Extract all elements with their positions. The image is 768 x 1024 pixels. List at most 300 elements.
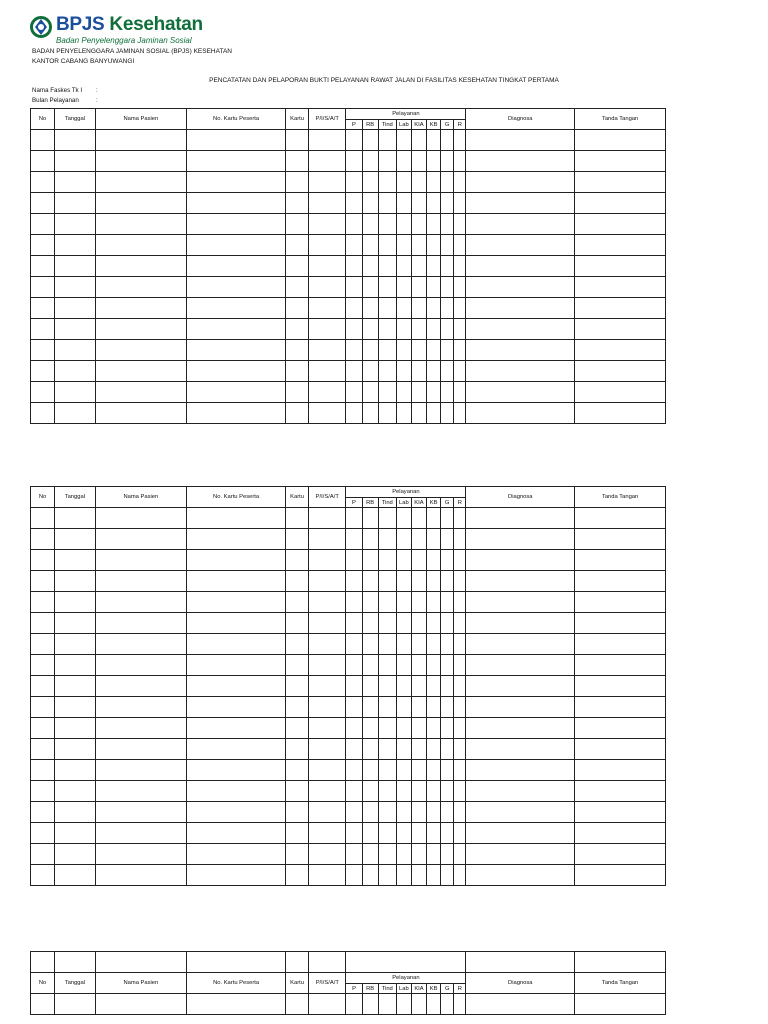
table-cell[interactable]	[95, 592, 187, 613]
table-cell[interactable]	[285, 319, 308, 340]
table-cell[interactable]	[427, 550, 441, 571]
table-cell[interactable]	[575, 994, 666, 1015]
table-cell[interactable]	[378, 676, 396, 697]
table-cell[interactable]	[454, 865, 466, 886]
table-cell[interactable]	[378, 994, 396, 1015]
table-cell[interactable]	[31, 613, 55, 634]
table-cell[interactable]	[285, 403, 308, 424]
table-cell[interactable]	[309, 214, 346, 235]
table-cell[interactable]	[378, 655, 396, 676]
table-cell[interactable]	[95, 676, 187, 697]
table-cell[interactable]	[362, 823, 378, 844]
table-cell[interactable]	[95, 634, 187, 655]
table-cell[interactable]	[427, 571, 441, 592]
table-cell[interactable]	[285, 508, 308, 529]
table-cell[interactable]	[285, 634, 308, 655]
table-cell[interactable]	[575, 613, 666, 634]
table-cell[interactable]	[309, 319, 346, 340]
table-cell[interactable]	[55, 151, 95, 172]
table-cell[interactable]	[362, 361, 378, 382]
table-cell[interactable]	[55, 529, 95, 550]
table-cell[interactable]	[309, 571, 346, 592]
table-cell[interactable]	[55, 172, 95, 193]
table-cell[interactable]	[95, 214, 187, 235]
table-cell[interactable]	[411, 676, 426, 697]
table-cell[interactable]	[378, 340, 396, 361]
table-cell[interactable]	[362, 760, 378, 781]
table-cell[interactable]	[427, 151, 441, 172]
table-cell[interactable]	[346, 718, 362, 739]
table-cell[interactable]	[396, 319, 411, 340]
table-cell[interactable]	[411, 298, 426, 319]
table-cell[interactable]	[396, 298, 411, 319]
table-cell[interactable]	[441, 403, 454, 424]
table-cell[interactable]	[441, 592, 454, 613]
table-cell[interactable]	[346, 781, 362, 802]
table-cell[interactable]	[575, 151, 666, 172]
table-cell[interactable]	[466, 634, 575, 655]
table-cell[interactable]	[346, 508, 362, 529]
table-cell[interactable]	[31, 235, 55, 256]
table-cell[interactable]	[411, 697, 426, 718]
table-cell[interactable]	[454, 130, 466, 151]
table-cell[interactable]	[346, 994, 362, 1015]
table-cell[interactable]	[346, 739, 362, 760]
table-cell[interactable]	[411, 172, 426, 193]
table-cell[interactable]	[378, 529, 396, 550]
table-cell[interactable]	[95, 298, 187, 319]
table-cell[interactable]	[396, 151, 411, 172]
table-cell[interactable]	[441, 130, 454, 151]
table-cell[interactable]	[575, 298, 666, 319]
table-cell[interactable]	[31, 823, 55, 844]
table-cell[interactable]	[362, 613, 378, 634]
table-cell[interactable]	[378, 130, 396, 151]
table-cell[interactable]	[441, 739, 454, 760]
table-cell[interactable]	[378, 634, 396, 655]
table-cell[interactable]	[309, 256, 346, 277]
table-cell[interactable]	[309, 172, 346, 193]
table-cell[interactable]	[285, 130, 308, 151]
table-cell[interactable]	[441, 214, 454, 235]
table-cell[interactable]	[309, 676, 346, 697]
table-cell[interactable]	[427, 844, 441, 865]
table-cell[interactable]	[396, 193, 411, 214]
table-cell[interactable]	[575, 382, 666, 403]
table-cell[interactable]	[454, 550, 466, 571]
table-cell[interactable]	[454, 676, 466, 697]
table-cell[interactable]	[31, 718, 55, 739]
table-cell[interactable]	[575, 319, 666, 340]
table-cell[interactable]	[187, 214, 286, 235]
table-cell[interactable]	[396, 994, 411, 1015]
table-cell[interactable]	[411, 865, 426, 886]
table-cell[interactable]	[454, 802, 466, 823]
table-cell[interactable]	[411, 382, 426, 403]
table-cell[interactable]	[441, 655, 454, 676]
table-cell[interactable]	[427, 193, 441, 214]
table-cell[interactable]	[362, 508, 378, 529]
table-cell[interactable]	[454, 718, 466, 739]
table-cell[interactable]	[285, 781, 308, 802]
table-cell[interactable]	[575, 403, 666, 424]
table-cell[interactable]	[285, 865, 308, 886]
table-cell[interactable]	[95, 277, 187, 298]
table-cell[interactable]	[441, 676, 454, 697]
table-cell[interactable]	[55, 130, 95, 151]
table-cell[interactable]	[454, 508, 466, 529]
table-cell[interactable]	[55, 298, 95, 319]
table-cell[interactable]	[31, 697, 55, 718]
table-cell[interactable]	[309, 235, 346, 256]
table-cell[interactable]	[346, 802, 362, 823]
table-cell[interactable]	[378, 298, 396, 319]
table-cell[interactable]	[309, 760, 346, 781]
table-cell[interactable]	[285, 214, 308, 235]
table-cell[interactable]	[346, 319, 362, 340]
table-cell[interactable]	[378, 214, 396, 235]
table-cell[interactable]	[31, 151, 55, 172]
table-cell[interactable]	[362, 697, 378, 718]
table-cell[interactable]	[441, 256, 454, 277]
table-cell[interactable]	[441, 508, 454, 529]
table-cell[interactable]	[427, 655, 441, 676]
table-cell[interactable]	[95, 718, 187, 739]
table-cell[interactable]	[411, 634, 426, 655]
table-cell[interactable]	[187, 634, 286, 655]
table-cell[interactable]	[396, 613, 411, 634]
table-cell[interactable]	[362, 739, 378, 760]
table-cell[interactable]	[187, 277, 286, 298]
table-cell[interactable]	[427, 802, 441, 823]
table-cell[interactable]	[31, 739, 55, 760]
table-cell[interactable]	[55, 235, 95, 256]
table-cell[interactable]	[411, 193, 426, 214]
table-cell[interactable]	[454, 529, 466, 550]
table-cell[interactable]	[454, 739, 466, 760]
table-cell[interactable]	[441, 298, 454, 319]
table-cell[interactable]	[95, 382, 187, 403]
table-cell[interactable]	[285, 361, 308, 382]
table-cell[interactable]	[55, 697, 95, 718]
table-cell[interactable]	[309, 697, 346, 718]
table-cell[interactable]	[466, 172, 575, 193]
table-cell[interactable]	[55, 550, 95, 571]
table-cell[interactable]	[396, 403, 411, 424]
table-cell[interactable]	[427, 697, 441, 718]
table-cell[interactable]	[55, 781, 95, 802]
table-cell[interactable]	[411, 340, 426, 361]
table-cell[interactable]	[31, 172, 55, 193]
table-cell[interactable]	[187, 256, 286, 277]
table-cell[interactable]	[187, 193, 286, 214]
table-cell[interactable]	[55, 508, 95, 529]
table-cell[interactable]	[95, 655, 187, 676]
table-cell[interactable]	[575, 592, 666, 613]
table-cell[interactable]	[396, 235, 411, 256]
table-cell[interactable]	[309, 781, 346, 802]
table-cell[interactable]	[427, 718, 441, 739]
table-cell[interactable]	[575, 340, 666, 361]
table-cell[interactable]	[187, 676, 286, 697]
table-cell[interactable]	[575, 235, 666, 256]
table-cell[interactable]	[378, 718, 396, 739]
table-cell[interactable]	[411, 718, 426, 739]
table-cell[interactable]	[346, 655, 362, 676]
table-cell[interactable]	[427, 319, 441, 340]
table-cell[interactable]	[411, 235, 426, 256]
table-cell[interactable]	[309, 550, 346, 571]
table-cell[interactable]	[466, 676, 575, 697]
table-cell[interactable]	[95, 193, 187, 214]
table-cell[interactable]	[454, 193, 466, 214]
table-cell[interactable]	[55, 718, 95, 739]
table-cell[interactable]	[427, 508, 441, 529]
table-cell[interactable]	[454, 256, 466, 277]
table-cell[interactable]	[441, 781, 454, 802]
table-cell[interactable]	[427, 403, 441, 424]
table-cell[interactable]	[362, 865, 378, 886]
table-cell[interactable]	[362, 256, 378, 277]
table-cell[interactable]	[362, 172, 378, 193]
table-cell[interactable]	[31, 319, 55, 340]
table-cell[interactable]	[396, 571, 411, 592]
table-cell[interactable]	[31, 634, 55, 655]
table-cell[interactable]	[346, 235, 362, 256]
table-cell[interactable]	[362, 130, 378, 151]
table-cell[interactable]	[441, 151, 454, 172]
table-cell[interactable]	[187, 844, 286, 865]
table-cell[interactable]	[396, 550, 411, 571]
table-cell[interactable]	[346, 361, 362, 382]
table-cell[interactable]	[466, 655, 575, 676]
table-cell[interactable]	[411, 256, 426, 277]
table-cell[interactable]	[441, 613, 454, 634]
table-cell[interactable]	[396, 823, 411, 844]
table-cell[interactable]	[378, 865, 396, 886]
table-cell[interactable]	[309, 340, 346, 361]
table-cell[interactable]	[427, 214, 441, 235]
table-cell[interactable]	[396, 214, 411, 235]
table-cell[interactable]	[362, 802, 378, 823]
table-cell[interactable]	[575, 508, 666, 529]
table-cell[interactable]	[346, 382, 362, 403]
table-cell[interactable]	[309, 130, 346, 151]
table-cell[interactable]	[378, 256, 396, 277]
table-cell[interactable]	[309, 382, 346, 403]
table-cell[interactable]	[427, 865, 441, 886]
table-cell[interactable]	[31, 298, 55, 319]
table-cell[interactable]	[441, 865, 454, 886]
table-cell[interactable]	[466, 340, 575, 361]
table-cell[interactable]	[95, 319, 187, 340]
table-cell[interactable]	[466, 994, 575, 1015]
table-cell[interactable]	[466, 151, 575, 172]
table-cell[interactable]	[378, 508, 396, 529]
table-cell[interactable]	[441, 571, 454, 592]
table-cell[interactable]	[285, 172, 308, 193]
table-cell[interactable]	[441, 277, 454, 298]
table-cell[interactable]	[346, 529, 362, 550]
table-cell[interactable]	[441, 760, 454, 781]
table-cell[interactable]	[309, 739, 346, 760]
table-cell[interactable]	[411, 655, 426, 676]
table-cell[interactable]	[187, 151, 286, 172]
table-cell[interactable]	[396, 592, 411, 613]
table-cell[interactable]	[55, 277, 95, 298]
table-cell[interactable]	[187, 781, 286, 802]
table-cell[interactable]	[466, 319, 575, 340]
table-cell[interactable]	[396, 508, 411, 529]
table-cell[interactable]	[31, 529, 55, 550]
table-cell[interactable]	[441, 529, 454, 550]
table-cell[interactable]	[396, 277, 411, 298]
table-cell[interactable]	[454, 340, 466, 361]
table-cell[interactable]	[378, 760, 396, 781]
table-cell[interactable]	[31, 676, 55, 697]
table-cell[interactable]	[427, 613, 441, 634]
table-cell[interactable]	[362, 634, 378, 655]
table-cell[interactable]	[411, 508, 426, 529]
table-cell[interactable]	[285, 760, 308, 781]
table-cell[interactable]	[95, 781, 187, 802]
table-cell[interactable]	[309, 193, 346, 214]
table-cell[interactable]	[346, 403, 362, 424]
table-cell[interactable]	[396, 697, 411, 718]
table-cell[interactable]	[427, 529, 441, 550]
table-cell[interactable]	[411, 613, 426, 634]
table-cell[interactable]	[285, 613, 308, 634]
table-cell[interactable]	[285, 151, 308, 172]
table-cell[interactable]	[31, 277, 55, 298]
table-cell[interactable]	[466, 361, 575, 382]
table-cell[interactable]	[285, 697, 308, 718]
table-cell[interactable]	[309, 865, 346, 886]
table-cell[interactable]	[31, 571, 55, 592]
table-cell[interactable]	[55, 844, 95, 865]
table-cell[interactable]	[31, 256, 55, 277]
table-cell[interactable]	[454, 571, 466, 592]
table-cell[interactable]	[285, 256, 308, 277]
table-cell[interactable]	[575, 571, 666, 592]
table-cell[interactable]	[187, 403, 286, 424]
table-cell[interactable]	[55, 613, 95, 634]
table-cell[interactable]	[575, 739, 666, 760]
table-cell[interactable]	[362, 382, 378, 403]
table-cell[interactable]	[454, 697, 466, 718]
table-cell[interactable]	[441, 340, 454, 361]
table-cell[interactable]	[396, 340, 411, 361]
table-cell[interactable]	[346, 130, 362, 151]
table-cell[interactable]	[31, 994, 55, 1015]
table-cell[interactable]	[441, 994, 454, 1015]
table-cell[interactable]	[411, 214, 426, 235]
table-cell[interactable]	[95, 823, 187, 844]
table-cell[interactable]	[31, 844, 55, 865]
table-cell[interactable]	[575, 865, 666, 886]
table-cell[interactable]	[55, 403, 95, 424]
table-cell[interactable]	[95, 865, 187, 886]
table-cell[interactable]	[362, 781, 378, 802]
table-cell[interactable]	[466, 277, 575, 298]
table-cell[interactable]	[411, 151, 426, 172]
table-cell[interactable]	[575, 655, 666, 676]
table-cell[interactable]	[378, 319, 396, 340]
table-cell[interactable]	[95, 550, 187, 571]
table-cell[interactable]	[55, 340, 95, 361]
table-cell[interactable]	[575, 256, 666, 277]
table-cell[interactable]	[575, 844, 666, 865]
table-cell[interactable]	[362, 214, 378, 235]
table-cell[interactable]	[466, 739, 575, 760]
table-cell[interactable]	[466, 781, 575, 802]
table-cell[interactable]	[396, 802, 411, 823]
table-cell[interactable]	[427, 298, 441, 319]
table-cell[interactable]	[285, 340, 308, 361]
table-cell[interactable]	[466, 760, 575, 781]
table-cell[interactable]	[378, 361, 396, 382]
table-cell[interactable]	[396, 739, 411, 760]
table-cell[interactable]	[31, 655, 55, 676]
table-cell[interactable]	[187, 130, 286, 151]
table-cell[interactable]	[31, 193, 55, 214]
table-cell[interactable]	[285, 571, 308, 592]
table-cell[interactable]	[411, 844, 426, 865]
table-cell[interactable]	[187, 319, 286, 340]
table-cell[interactable]	[187, 550, 286, 571]
table-cell[interactable]	[95, 994, 187, 1015]
table-cell[interactable]	[466, 697, 575, 718]
table-cell[interactable]	[346, 865, 362, 886]
table-cell[interactable]	[454, 655, 466, 676]
table-cell[interactable]	[285, 592, 308, 613]
table-cell[interactable]	[95, 802, 187, 823]
table-cell[interactable]	[187, 361, 286, 382]
table-cell[interactable]	[411, 739, 426, 760]
table-cell[interactable]	[466, 718, 575, 739]
table-cell[interactable]	[285, 298, 308, 319]
table-cell[interactable]	[427, 130, 441, 151]
table-cell[interactable]	[427, 994, 441, 1015]
table-cell[interactable]	[466, 802, 575, 823]
table-cell[interactable]	[396, 529, 411, 550]
table-cell[interactable]	[55, 361, 95, 382]
table-cell[interactable]	[346, 550, 362, 571]
table-cell[interactable]	[309, 613, 346, 634]
table-cell[interactable]	[95, 739, 187, 760]
table-cell[interactable]	[309, 844, 346, 865]
table-cell[interactable]	[396, 844, 411, 865]
table-cell[interactable]	[441, 802, 454, 823]
table-cell[interactable]	[55, 592, 95, 613]
table-cell[interactable]	[187, 718, 286, 739]
table-cell[interactable]	[362, 319, 378, 340]
table-cell[interactable]	[411, 277, 426, 298]
table-cell[interactable]	[187, 592, 286, 613]
table-cell[interactable]	[55, 676, 95, 697]
table-cell[interactable]	[427, 634, 441, 655]
table-cell[interactable]	[362, 277, 378, 298]
table-cell[interactable]	[411, 571, 426, 592]
table-cell[interactable]	[346, 193, 362, 214]
table-cell[interactable]	[95, 235, 187, 256]
table-cell[interactable]	[285, 823, 308, 844]
table-cell[interactable]	[362, 571, 378, 592]
table-cell[interactable]	[466, 865, 575, 886]
table-cell[interactable]	[454, 361, 466, 382]
table-cell[interactable]	[187, 382, 286, 403]
table-cell[interactable]	[396, 382, 411, 403]
